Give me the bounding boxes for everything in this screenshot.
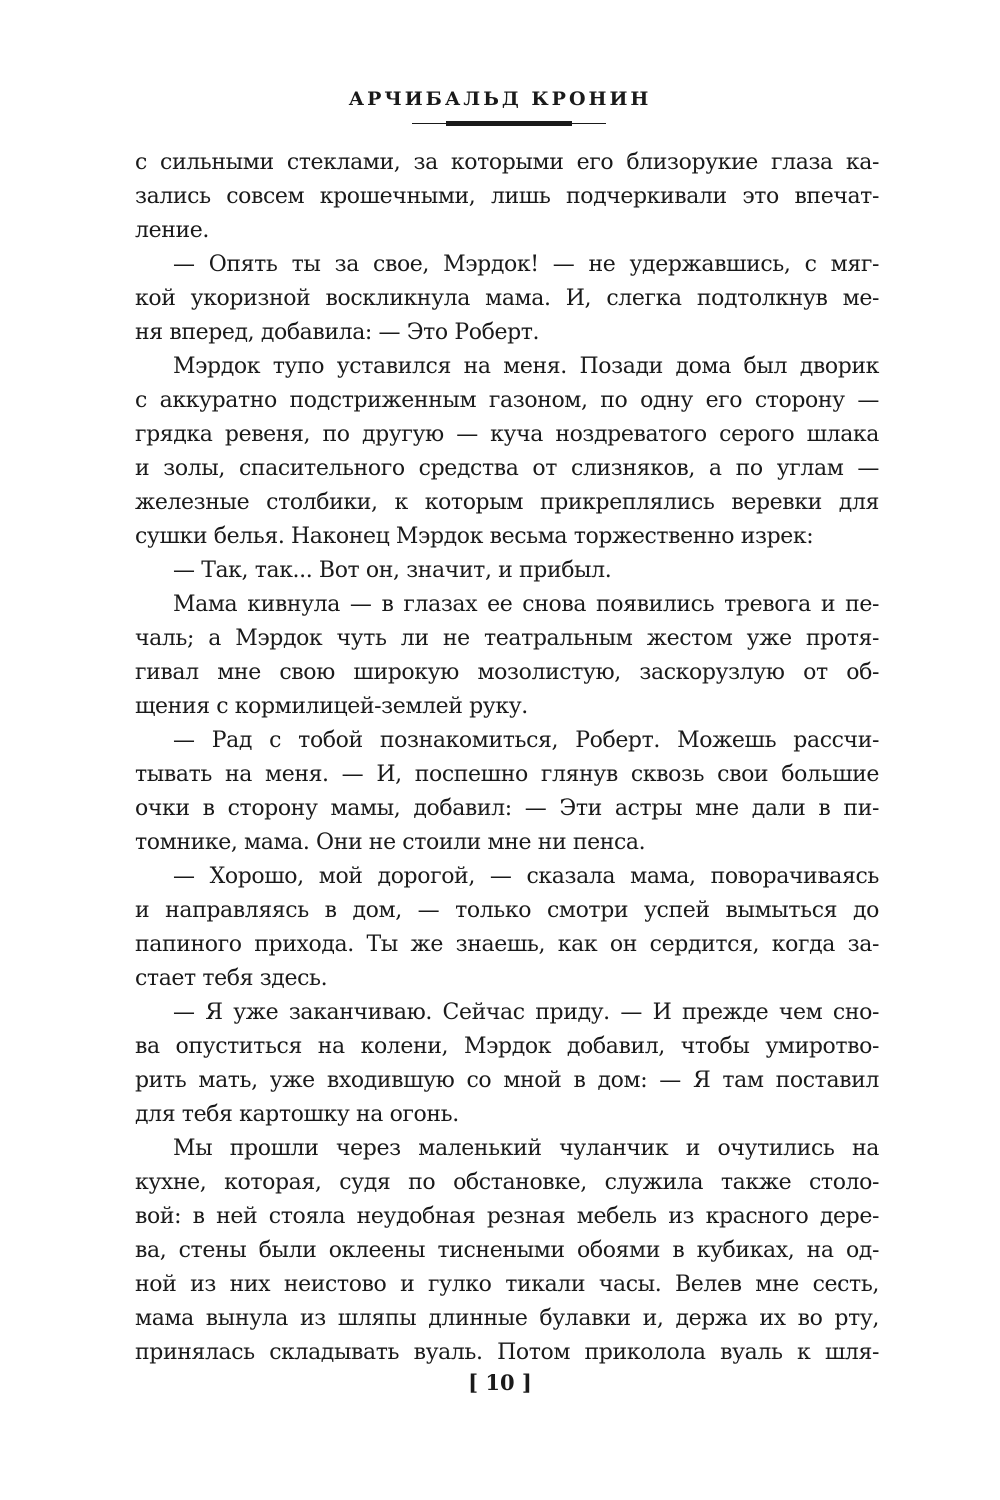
text-line: щения с кормилицей-землей руку. [135, 694, 528, 719]
text-line: ва, стены были оклеены тиснеными обоями в кубиках, на од- [135, 1238, 879, 1263]
text-line: кой укоризной воскликнула мама. И, слегка подтолкнув ме- [135, 286, 879, 311]
header-rule-thick [446, 121, 572, 126]
text-line: зались совсем крошечными, лишь подчеркивали это впечат- [135, 184, 879, 209]
running-head-title: АРЧИБАЛЬД КРОНИН [348, 88, 652, 110]
text-line: с сильными стеклами, за которыми его близорукие глаза ка- [135, 150, 879, 175]
text-line: чаль; а Мэрдок чуть ли не театральным жестом уже протя- [135, 626, 879, 651]
text-line: кухне, которая, судя по обстановке, служила также столо- [135, 1170, 879, 1195]
text-line: для тебя картошку на огонь. [135, 1102, 459, 1127]
text-line: гивал мне свою широкую мозолистую, заскорузлую от об- [135, 660, 879, 685]
text-line: томнике, мама. Они не стоили мне ни пенса. [135, 830, 646, 855]
text-line: папиного прихода. Ты же знаешь, как он сердится, когда за- [135, 932, 879, 957]
text-line: ва опуститься на колени, Мэрдок добавил, чтобы умиротво- [135, 1034, 879, 1059]
text-line: ня вперед, добавила: — Это Роберт. [135, 320, 540, 345]
text-line: тывать на меня. — И, поспешно глянув сквозь свои большие [135, 762, 879, 787]
text-line: железные столбики, к которым прикреплялись веревки для [135, 490, 879, 515]
body-text [135, 146, 879, 1370]
text-line: сушки белья. Наконец Мэрдок весьма торжественно изрек: [135, 524, 814, 549]
text-line: — Так, так... Вот он, значит, и прибыл. [173, 558, 612, 583]
text-line: очки в сторону мамы, добавил: — Эти астры мне дали в пи- [135, 796, 879, 821]
text-line: — Рад с тобой познакомиться, Роберт. Можешь рассчи- [173, 728, 879, 753]
text-line: с аккуратно подстриженным газоном, по одну его сторону — [135, 388, 879, 413]
text-line: грядка ревеня, по другую — куча ноздреватого серого шлака [135, 422, 879, 447]
text-line: мама вынула из шляпы длинные булавки и, держа их во рту, [135, 1306, 879, 1331]
text-line: стает тебя здесь. [135, 966, 328, 991]
text-line: ной из них неистово и гулко тикали часы. Велев мне сесть, [135, 1272, 879, 1297]
text-line: Мы прошли через маленький чуланчик и очутились на [173, 1136, 879, 1161]
page-number: [ 10 ] [468, 1370, 532, 1395]
text-line: принялась складывать вуаль. Потом приколола вуаль к шля- [135, 1340, 879, 1365]
text-line: — Опять ты за свое, Мэрдок! — не удержавшись, с мяг- [173, 252, 879, 277]
text-line: и направляясь в дом, — только смотри успей вымыться до [135, 898, 879, 923]
text-line: и золы, спасительного средства от слизняков, а по углам — [135, 456, 879, 481]
text-line: Мэрдок тупо уставился на меня. Позади дома был дворик [173, 354, 879, 379]
text-line: Мама кивнула — в глазах ее снова появились тревога и пе- [173, 592, 879, 617]
text-line: ление. [135, 218, 209, 243]
text-line: рить мать, уже входившую со мной в дом: — Я там поставил [135, 1068, 879, 1093]
text-line: вой: в ней стояла неудобная резная мебель из красного дере- [135, 1204, 879, 1229]
text-line: — Хорошо, мой дорогой, — сказала мама, поворачиваясь [173, 864, 879, 889]
text-line: — Я уже заканчиваю. Сейчас приду. — И прежде чем сно- [173, 1000, 879, 1025]
